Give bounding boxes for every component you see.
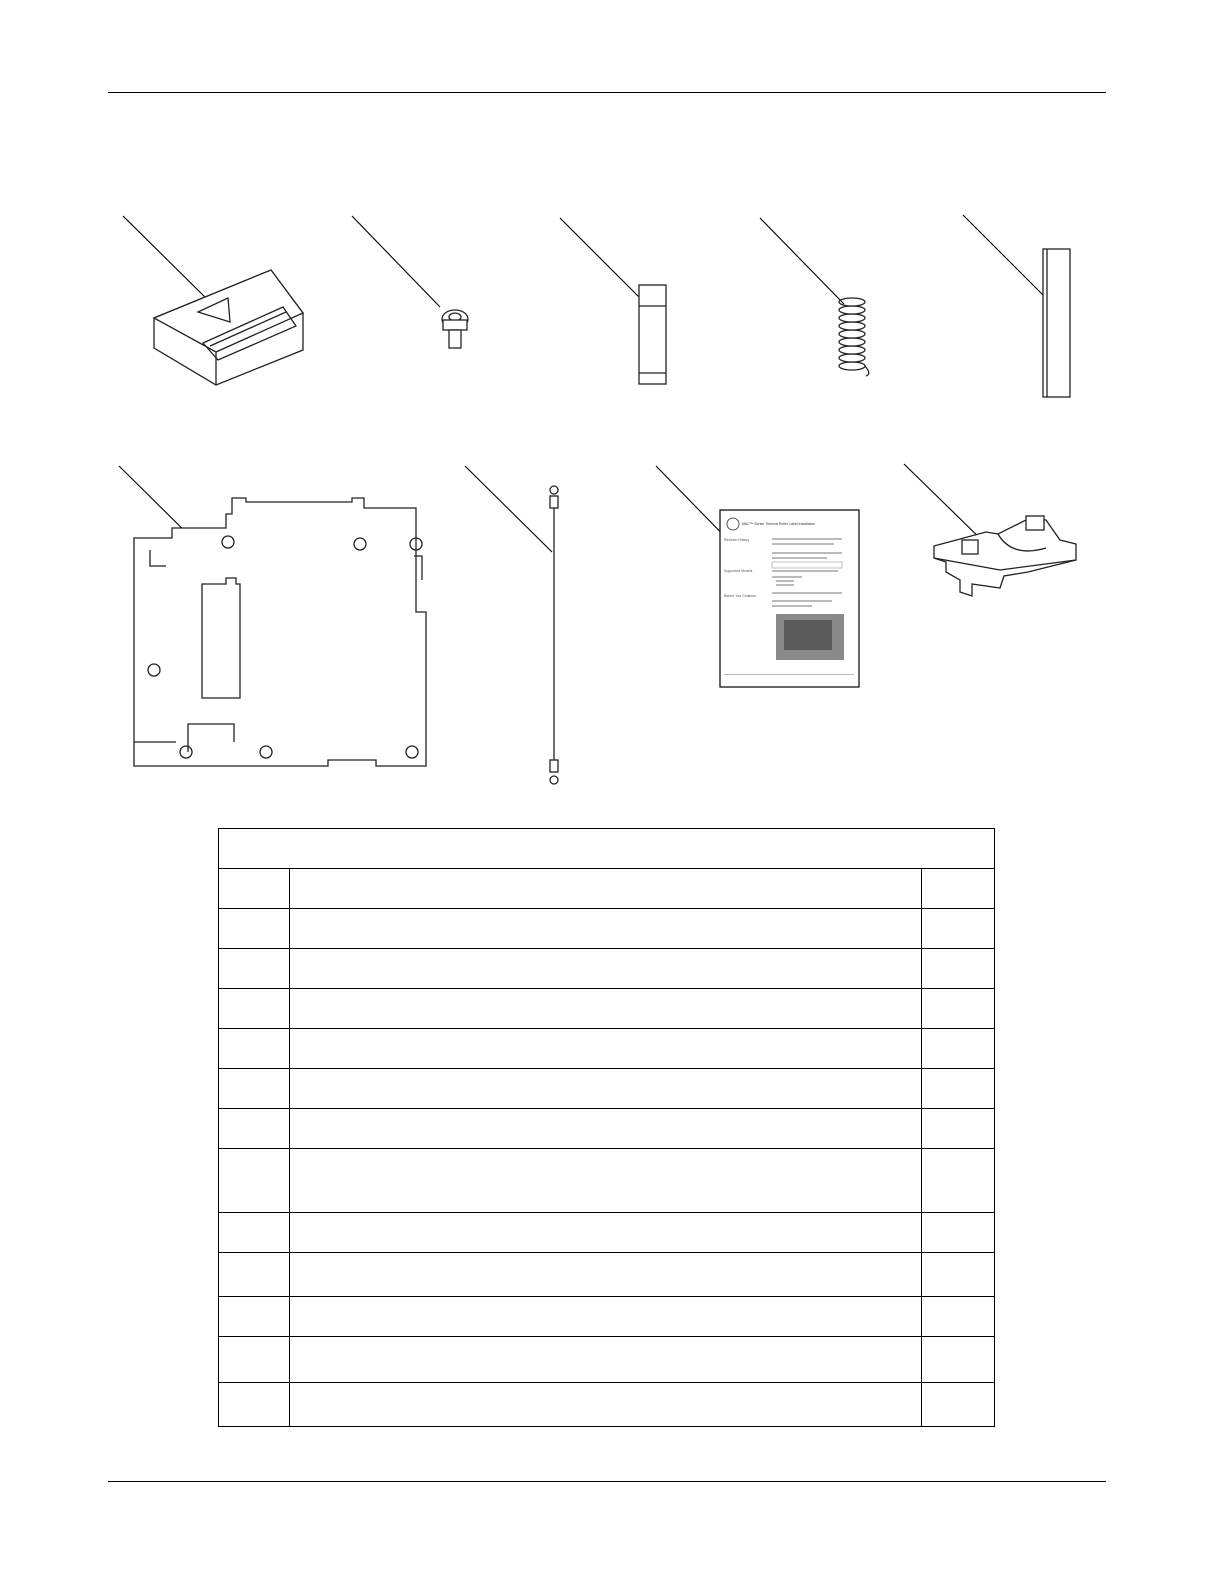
parts-table — [218, 828, 995, 1427]
table-cell — [290, 1297, 922, 1337]
table-cell — [219, 1297, 290, 1337]
table-cell — [922, 1297, 995, 1337]
table-cell — [219, 1109, 290, 1149]
table-cell — [219, 1069, 290, 1109]
table-cell — [922, 1383, 995, 1427]
table-cell — [922, 1253, 995, 1297]
table-header-row — [219, 869, 995, 909]
table-cell — [290, 1253, 922, 1297]
table-cell — [219, 1383, 290, 1427]
screw-illustration — [350, 212, 490, 362]
table-cell — [219, 869, 290, 909]
spring-illustration — [756, 214, 886, 384]
table-cell — [290, 1029, 922, 1069]
table-row — [219, 989, 995, 1029]
table-cell — [922, 869, 995, 909]
table-row — [219, 949, 995, 989]
mounting-plate-illustration — [116, 462, 436, 772]
table-row — [219, 1337, 995, 1383]
long-bar-illustration — [960, 212, 1080, 402]
sheet-title: MAC™ Series Thermal Roller Label Installation — [742, 522, 816, 526]
wedge-block-illustration — [118, 210, 318, 395]
table-row — [219, 1149, 995, 1213]
table-cell — [219, 1029, 290, 1069]
sheet-section-revision: Revision History — [724, 538, 750, 542]
table-row — [219, 1029, 995, 1069]
table-cell — [922, 1069, 995, 1109]
instruction-sheet-illustration — [652, 462, 864, 692]
short-bar-illustration — [556, 214, 676, 389]
table-cell — [922, 1337, 995, 1383]
table-cell — [290, 949, 922, 989]
table-cell — [290, 1149, 922, 1213]
sheet-section-before: Before You Continue — [724, 594, 757, 598]
table-cell — [290, 1383, 922, 1427]
footer-rule — [108, 1481, 1106, 1482]
table-cell — [922, 989, 995, 1029]
table-cell — [922, 949, 995, 989]
table-row — [219, 1109, 995, 1149]
table-cell — [219, 1213, 290, 1253]
cable-illustration — [462, 462, 572, 792]
table-cell — [290, 909, 922, 949]
table-cell — [922, 909, 995, 949]
table-row — [219, 1383, 995, 1427]
table-row — [219, 1253, 995, 1297]
table-title-row — [219, 829, 995, 869]
table-cell — [219, 989, 290, 1029]
table-cell — [290, 1213, 922, 1253]
table-cell — [219, 1253, 290, 1297]
table-title-cell — [219, 829, 995, 869]
sheet-section-models: Supported Models — [724, 569, 753, 573]
bracket-illustration — [900, 460, 1090, 610]
table-cell — [290, 1109, 922, 1149]
table-cell — [219, 949, 290, 989]
table-row — [219, 1213, 995, 1253]
table-cell — [922, 1213, 995, 1253]
table-cell — [922, 1109, 995, 1149]
table-cell — [219, 909, 290, 949]
table-cell — [290, 1337, 922, 1383]
table-row — [219, 1297, 995, 1337]
table-cell — [219, 1149, 290, 1213]
table-cell — [922, 1029, 995, 1069]
table-row — [219, 909, 995, 949]
table-cell — [922, 1149, 995, 1213]
table-cell — [290, 869, 922, 909]
table-cell — [219, 1337, 290, 1383]
table-row — [219, 1069, 995, 1109]
header-rule — [108, 92, 1106, 93]
table-cell — [290, 1069, 922, 1109]
table-cell — [290, 989, 922, 1029]
